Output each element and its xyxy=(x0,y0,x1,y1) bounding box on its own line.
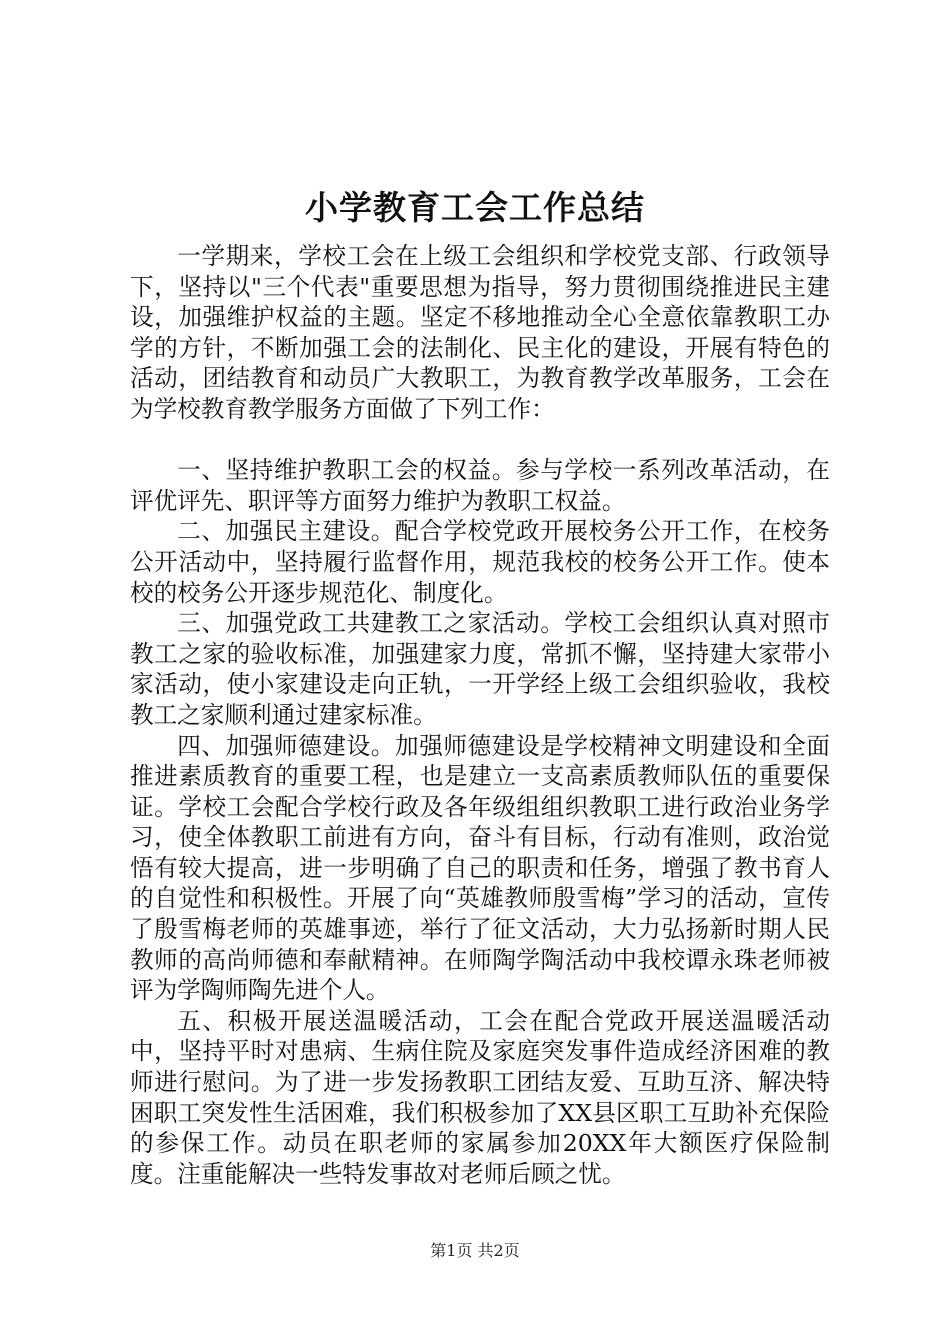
document-body xyxy=(130,241,830,1189)
page-footer: 第1页 共2页 xyxy=(430,1241,520,1260)
paragraph-item-1: 一、坚持维护教职工会的权益。参与学校一系列改革活动，在评优评先、职评等方面努力维护为教职工权益。 xyxy=(130,456,830,515)
paragraph-item-2: 二、加强民主建设。配合学校党政开展校务公开工作，在校务公开活动中，坚持履行监督作用，规范我校的校务公开工作。使本校的校务公开逐步规范化、制度化。 xyxy=(130,517,830,607)
paragraph-item-5: 五、积极开展送温暖活动，工会在配合党政开展送温暖活动中，坚持平时对患病、生病住院及家庭突发事件造成经济困难的教师进行慰问。为了进一步发扬教职工团结友爱、互助互济、解决特困职工突发性生活困难，我们积极参加了XX县区职工互助补充保险的参保工作。动员在职老师的家属参加20XX年大额医疗保险制度。注重能解决一些特发事故对老师后顾之忧。 xyxy=(130,1006,830,1188)
paragraph-item-4: 四、加强师德建设。加强师德建设是学校精神文明建设和全面推进素质教育的重要工程，也是建立一支高素质教师队伍的重要保证。学校工会配合学校行政及各年级组组织教职工进行政治业务学习，使全体教职工前进有方向，奋斗有目标，行动有准则，政治觉悟有较大提高，进一步明确了自己的职责和任务，增强了教书育人的自觉性和积极性。开展了向“英雄教师殷雪梅”学习的活动，宣传了殷雪梅老师的英雄事迹，举行了征文活动，大力弘扬新时期人民教师的高尚师德和奉献精神。在师陶学陶活动中我校谭永珠老师被评为学陶师陶先进个人。 xyxy=(130,731,830,1005)
paragraph-intro: 一学期来，学校工会在上级工会组织和学校党支部、行政领导下，坚持以"三个代表"重要思想为指导，努力贯彻围绕推进民主建设，加强维护权益的主题。坚定不移地推动全心全意依靠教职工办学的方针，不断加强工会的法制化、民主化的建设，开展有特色的活动，团结教育和动员广大教职工，为教育教学改革服务，工会在为学校教育教学服务方面做了下列工作： xyxy=(130,242,830,423)
paragraph-item-3: 三、加强党政工共建教工之家活动。学校工会组织认真对照市教工之家的验收标准，加强建家力度，常抓不懈，坚持建大家带小家活动，使小家建设走向正轨，一开学经上级工会组织验收，我校教工之家顺利通过建家标准。 xyxy=(130,609,830,729)
document-title: 小学教育工会工作总结 xyxy=(305,188,645,227)
